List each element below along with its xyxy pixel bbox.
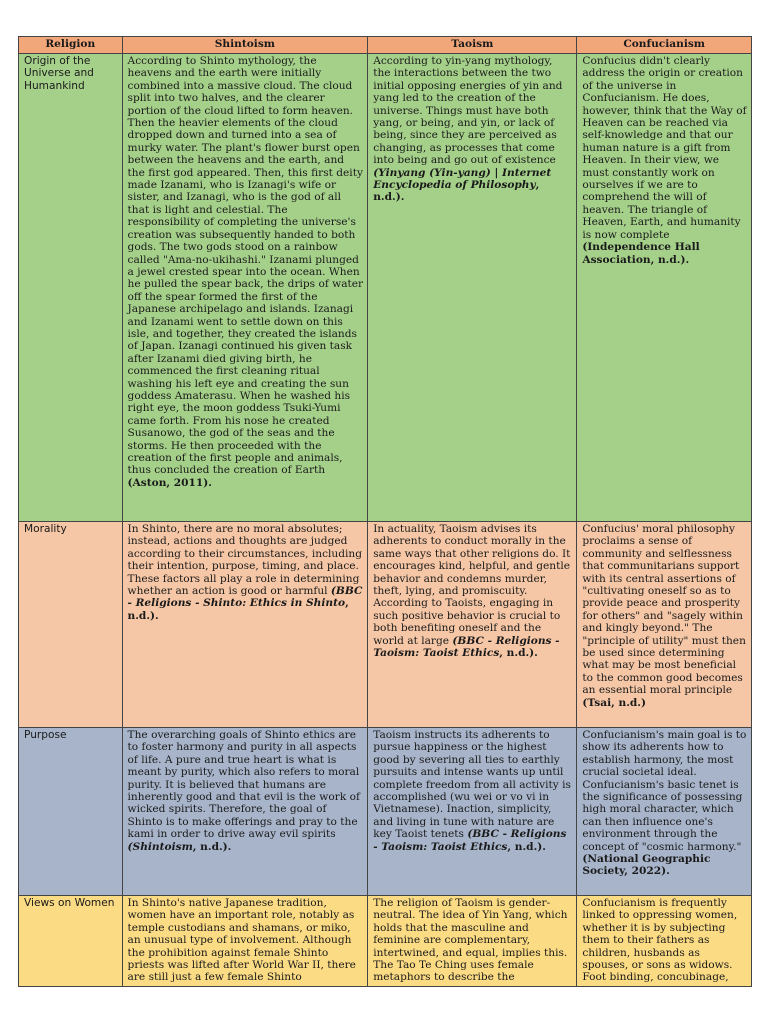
cell-text: According to yin-yang mythology, the interactions between the two initial opposing energies of yin and yang led to the creation of the universe. Things must have both yang, or being, and yin, or lack of being, since they are perceived as changing, as processes that come into being and go out of existence (373, 55, 563, 167)
cell-confucianism-morality (577, 522, 752, 728)
row-label-morality: Morality (19, 522, 123, 728)
cell-text: In Shinto's native Japanese tradition, women have an important role, notably as temple custodians and shamans, or miko, an unusual type of involvement. Although the prohibition against female Shinto priests was lifted after World War II, there are still just a few female Shinto (127, 897, 356, 984)
cell-text: Taoism instructs its adherents to pursue happiness or the highest good by severing all ties to earthly pursuits and intense wants up until complete freedom from all activity is accomplished (wu wei or vo vi in Vietnamese). Inaction, simplicity, and living in tune with nature are key Taoist tenets (373, 729, 571, 841)
row-origin (19, 54, 752, 522)
citation: (Independence Hall Association, n.d.). (582, 241, 700, 266)
citation: (Aston, 2011). (127, 476, 212, 489)
cell-text: Confucianism's main goal is to show its adherents how to establish harmony, the most crucial societal ideal. Confucianism's basic tenet is the significance of possessing high moral character, which can then influence one's environment through the concept of "cosmic harmony." (582, 729, 747, 853)
cell-taoism-origin (368, 54, 577, 522)
cell-text: The religion of Taoism is gender-neutral. The idea of Yin Yang, which holds that the masculine and feminine are complementary, intertwined, and equal, implies this. The Tao Te Ching uses female metaphors to describe the (373, 897, 568, 984)
cell-text: Confucianism is frequently linked to oppressing women, whether it is by subjecting them to their fathers as children, husbands as spouses, or sons as widows. Foot binding, concubinage, (582, 897, 738, 984)
citation: (National Geographic Society, 2022). (582, 853, 711, 878)
cell-taoism-women (368, 896, 577, 987)
citation: (BBC - Religions - Taoism: Taoist Ethics, n.d.). (373, 828, 567, 853)
header-taoism: Taoism (368, 37, 577, 54)
header-religion: Religion (19, 37, 123, 54)
cell-taoism-purpose (368, 728, 577, 896)
header-confucianism: Confucianism (577, 37, 752, 54)
citation: (BBC - Religions - Shinto: Ethics in Shinto, n.d.). (127, 585, 363, 622)
cell-text: In actuality, Taoism advises its adherents to conduct morally in the same ways that other religions do. It encourages kind, helpful, and gentle behavior and condemns murder, theft, lying, and promiscuity. According to Taoists, engaging in such positive behavior is crucial to both benefiting oneself and the world at large (373, 523, 571, 647)
row-purpose (19, 728, 752, 896)
cell-text: According to Shinto mythology, the heavens and the earth were initially combined into a massive cloud. The cloud split into two halves, and the clearer portion of the cloud lifted to form heaven. Then the heavier elements of the cloud dropped down and turned into a sea of murky water. The plant's flower burst open between the heavens and the earth, and the first god appeared. Then, this first deity made Izanami, who is Izanagi's wife or sister, and Izanagi, who is the god of all that is light and celestial. The responsibility of completing the universe's creation was subsequently handed to both gods. The two gods stood on a rainbow called "Ama-no-ukihashi." Izanami plunged a jewel crested spear into the ocean. When he pulled the spear back, the drips of water off the spear formed the first of the Japanese archipelago and islands. Izanagi and Izanami went to settle down on this isle, and together, they created the islands of Japan. Izanagi continued his given task after Izanami died giving birth, he commenced the first cleaning ritual washing his left eye and creating the sun goddess Amaterasu. When he washed his right eye, the moon goddess Tsuki-Yumi came forth. From his nose he created Susanowo, the god of the seas and the storms. He then proceeded with the creation of the first people and animals, thus concluded the creation of Earth (127, 55, 364, 477)
row-label-purpose: Purpose (19, 728, 123, 896)
row-views-on-women (19, 896, 752, 987)
cell-taoism-morality (368, 522, 577, 728)
citation: (Yinyang (Yin-yang) | Internet Encyclopedia of Philosophy, n.d.). (373, 166, 552, 204)
cell-shinto-women (122, 896, 368, 987)
row-label-views-on-women: Views on Women (19, 896, 123, 987)
cell-shinto-morality (122, 522, 368, 728)
cell-confucianism-women (577, 896, 752, 987)
header-shintoism: Shintoism (122, 37, 368, 54)
cell-confucianism-purpose (577, 728, 752, 896)
citation: (Shintoism, n.d.). (127, 840, 232, 853)
cell-confucianism-origin (577, 54, 752, 522)
comparison-table (18, 36, 752, 987)
row-morality (19, 522, 752, 728)
cell-text: The overarching goals of Shinto ethics are to foster harmony and purity in all aspects of life. A pure and true heart is what is meant by purity, which also refers to moral purity. It is believed that humans are inherently good and that evil is the work of wicked spirits. Therefore, the goal of Shinto is to make offerings and pray to the kami in order to drive away evil spirits (127, 729, 360, 841)
cell-shinto-purpose (122, 728, 368, 896)
citation: (Tsai, n.d.) (582, 696, 646, 709)
cell-text: In Shinto, there are no moral absolutes; instead, actions and thoughts are judged according to their circumstances, including their intention, purpose, timing, and place. These factors all play a role in determining whether an action is good or harmful (127, 523, 363, 598)
cell-text: Confucius didn't clearly address the origin or creation of the universe in Confucianism. He does, however, think that the Way of Heaven can be reached via self-knowledge and that our human nature is a gift from Heaven. In their view, we must constantly work on ourselves if we are to comprehend the will of heaven. The triangle of Heaven, Earth, and humanity is now complete (582, 55, 747, 241)
row-label-origin: Origin of the Universe and Humankind (19, 54, 123, 522)
cell-shinto-origin (122, 54, 368, 522)
citation: (BBC - Religions - Taoism: Taoist Ethics, n.d.). (373, 634, 560, 660)
cell-text: Confucius' moral philosophy proclaims a sense of community and selflessness that communitarians support with its central assertions of "cultivating oneself so as to provide peace and prosperity for others" and "sagely within and kingly beyond." The "principle of utility" must then be used since determining what may be most beneficial to the common good becomes an essential moral principle (582, 523, 746, 697)
header-row (19, 37, 752, 54)
